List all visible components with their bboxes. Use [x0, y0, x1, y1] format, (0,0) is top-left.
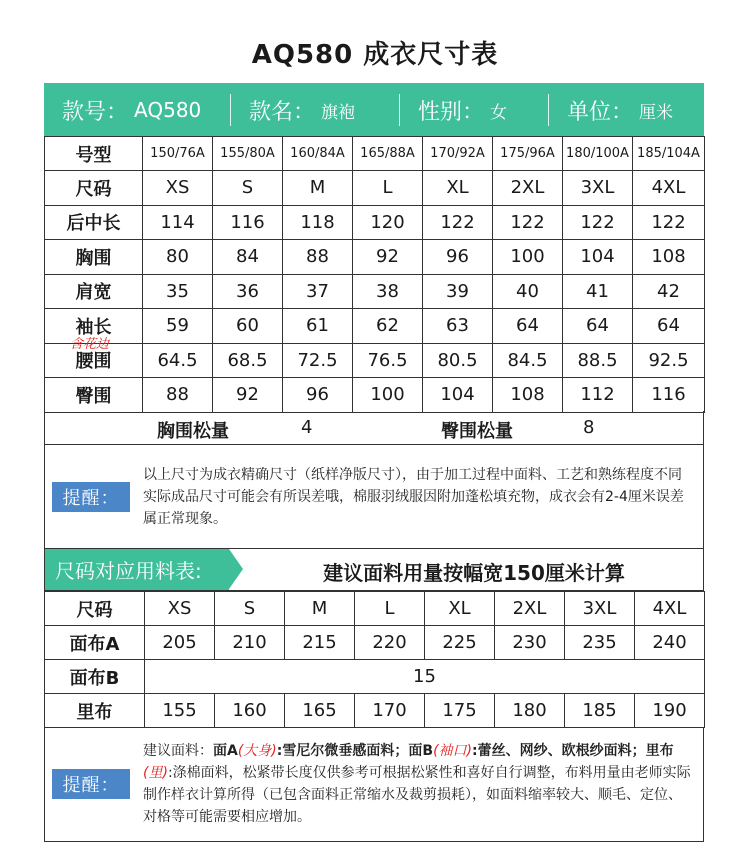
spec-cell: 60 [213, 309, 283, 344]
spec-cell: 112 [563, 378, 633, 413]
fabric-width-note: 建议面料用量按幅宽150厘米计算 [323, 561, 625, 585]
fabric-row-label: 面布A [45, 626, 145, 660]
spec-cell: 64.5 [143, 343, 213, 378]
reminder-tag: 提醒： [52, 482, 130, 512]
spec-cell: 170/92A [423, 137, 493, 171]
spec-cell: 185/104A [633, 137, 705, 171]
spec-cell: 104 [563, 240, 633, 275]
spec-row-label: 尺码 [45, 171, 143, 206]
fabric-row-label: 里布 [45, 694, 145, 728]
spec-cell: 122 [493, 205, 563, 240]
spec-cell: 122 [563, 205, 633, 240]
spec-cell: 39 [423, 274, 493, 309]
spec-cell: 36 [213, 274, 283, 309]
lining-label: 里布 [645, 743, 674, 759]
spec-cell: 116 [633, 378, 705, 413]
ease-row [44, 411, 704, 445]
spec-cell: 2XL [493, 171, 563, 206]
spec-cell: 4XL [633, 171, 705, 206]
spec-cell: 122 [423, 205, 493, 240]
spec-cell: 180/100A [563, 137, 633, 171]
spec-cell: 37 [283, 274, 353, 309]
size-spec-table [44, 136, 705, 413]
fabric-cell: 2XL [495, 592, 565, 626]
spec-cell: 80.5 [423, 343, 493, 378]
fabric-cell: XS [145, 592, 215, 626]
gender [400, 83, 548, 137]
fabric-row [45, 592, 705, 626]
fabric-b-text: :蕾丝、网纱、欧根纱面料； [472, 743, 646, 759]
spec-cell: 61 [283, 309, 353, 344]
spec-cell: 88 [283, 240, 353, 275]
fabric-cell: 215 [285, 626, 355, 660]
page-title: AQ580 成衣尺寸表 [251, 40, 499, 70]
fabric-reminder-text [143, 740, 695, 828]
spec-cell: 80 [143, 240, 213, 275]
style-number-key: 款号： [62, 99, 129, 125]
fabric-a-text: :雪尼尔微垂感面料； [276, 743, 409, 759]
fabric-reminder-tag: 提醒： [52, 769, 130, 799]
unit [549, 83, 699, 137]
spec-cell: 100 [493, 240, 563, 275]
gender-value: 女 [490, 102, 508, 123]
spec-cell: 120 [353, 205, 423, 240]
spec-cell: 122 [633, 205, 705, 240]
fabric-cell: 220 [355, 626, 425, 660]
spec-row-label: 号型 [45, 137, 143, 171]
spec-row [45, 205, 705, 240]
spec-cell: 92 [353, 240, 423, 275]
spec-cell: 35 [143, 274, 213, 309]
spec-row-label: 臀围 [45, 378, 143, 413]
fabric-cell: 180 [495, 694, 565, 728]
spec-cell: 96 [283, 378, 353, 413]
spec-cell: 108 [633, 240, 705, 275]
style-name [231, 83, 399, 137]
style-name-value: 旗袍 [321, 102, 356, 123]
spec-cell: 64 [493, 309, 563, 344]
band-divider [399, 94, 400, 126]
spec-row-label: 腰围 [45, 343, 143, 378]
spec-cell: 165/88A [353, 137, 423, 171]
reminder-box [44, 445, 704, 549]
fabric-usage-header [44, 549, 704, 591]
spec-row [45, 171, 705, 206]
spec-cell: 160/84A [283, 137, 353, 171]
spec-row [45, 137, 705, 171]
fabric-cell: L [355, 592, 425, 626]
spec-cell: XS [143, 171, 213, 206]
spec-cell: XL [423, 171, 493, 206]
unit-value: 厘米 [639, 102, 674, 123]
spec-cell: 114 [143, 205, 213, 240]
spec-cell: 116 [213, 205, 283, 240]
spec-cell: 155/80A [213, 137, 283, 171]
fabric-row [45, 694, 705, 728]
gender-key: 性别： [418, 99, 485, 125]
chest-ease-value: 4 [301, 417, 313, 438]
spec-cell: 104 [423, 378, 493, 413]
fabric-a-label: 面A [213, 743, 238, 759]
spec-row-label: 后中长 [45, 205, 143, 240]
spec-row-label: 胸围 [45, 240, 143, 275]
fabric-cell: 155 [145, 694, 215, 728]
spec-cell: 88 [143, 378, 213, 413]
style-name-key: 款名： [249, 99, 316, 125]
fabric-cell: 170 [355, 694, 425, 728]
spec-cell: 175/96A [493, 137, 563, 171]
spec-cell: 42 [633, 274, 705, 309]
spec-cell: 84 [213, 240, 283, 275]
spec-cell: S [213, 171, 283, 206]
spec-cell: 40 [493, 274, 563, 309]
fabric-b-label: 面B [408, 743, 434, 759]
spec-cell: 150/76A [143, 137, 213, 171]
spec-cell: 64 [563, 309, 633, 344]
lining-text: :涤棉面料，松紧带长度仅供参考可根据松紧性和喜好自行调整，布料用量由老师实际制作样衣计算所得（已包含面料正常缩水及裁剪损耗），如面料缩率较大、顺毛、定位、对格等可能需要相应增加。 [143, 765, 691, 825]
fabric-cell: 15 [145, 660, 705, 694]
fabric-cell: 205 [145, 626, 215, 660]
fabric-cell: 185 [565, 694, 635, 728]
fabric-cell: 4XL [635, 592, 705, 626]
hip-ease-value: 8 [583, 417, 595, 438]
fabric-usage-table [44, 591, 705, 728]
spec-cell: L [353, 171, 423, 206]
reminder-text: 以上尺寸为成衣精确尺寸（纸样净版尺寸），由于加工过程中面料、工艺和熟练程度不同实际成品尺寸可能会有所误差哦，棉服羽绒服因附加蓬松填充物，成衣会有2-4厘米误差属正常现象。 [143, 467, 684, 527]
spec-cell: 59 [143, 309, 213, 344]
fabric-cell: S [215, 592, 285, 626]
fabric-cell: 175 [425, 694, 495, 728]
spec-cell: 96 [423, 240, 493, 275]
spec-cell: 92 [213, 378, 283, 413]
spec-row [45, 343, 705, 378]
fabric-a-note: (大身) [237, 743, 277, 759]
spec-cell: 38 [353, 274, 423, 309]
spec-cell: 118 [283, 205, 353, 240]
lining-note: (里) [143, 765, 168, 781]
spec-cell: 3XL [563, 171, 633, 206]
spec-cell: 63 [423, 309, 493, 344]
spec-cell: 92.5 [633, 343, 705, 378]
fabric-cell: M [285, 592, 355, 626]
chest-ease-label: 胸围松量 [157, 421, 229, 442]
fabric-row-label: 面布B [45, 660, 145, 694]
fabric-cell: 3XL [565, 592, 635, 626]
fabric-usage-label: 尺码对应用料表: [45, 549, 229, 590]
spec-row [45, 240, 705, 275]
spec-row [45, 274, 705, 309]
fabric-cell: XL [425, 592, 495, 626]
spec-row-label: 肩宽 [45, 274, 143, 309]
fabric-advice-prefix: 建议面料： [143, 743, 213, 759]
fabric-cell: 190 [635, 694, 705, 728]
sleeve-lace-note: 含花边 [70, 337, 110, 352]
fabric-cell: 240 [635, 626, 705, 660]
band-divider [230, 94, 231, 126]
fabric-row [45, 626, 705, 660]
spec-cell: 100 [353, 378, 423, 413]
spec-row-label: 袖长 [45, 309, 143, 344]
spec-cell: 64 [633, 309, 705, 344]
hip-ease-label: 臀围松量 [441, 421, 513, 442]
spec-cell: 76.5 [353, 343, 423, 378]
fabric-row-label: 尺码 [45, 592, 145, 626]
spec-row [45, 378, 705, 413]
fabric-cell: 210 [215, 626, 285, 660]
fabric-cell: 160 [215, 694, 285, 728]
fabric-cell: 225 [425, 626, 495, 660]
unit-key: 单位： [567, 99, 634, 125]
style-number [44, 83, 230, 137]
spec-cell: 88.5 [563, 343, 633, 378]
fabric-row [45, 660, 705, 694]
band-divider [548, 94, 549, 126]
spec-cell: M [283, 171, 353, 206]
spec-cell: 108 [493, 378, 563, 413]
spec-header-band [44, 83, 704, 137]
spec-cell: 72.5 [283, 343, 353, 378]
fabric-cell: 235 [565, 626, 635, 660]
fabric-cell: 230 [495, 626, 565, 660]
spec-cell: 41 [563, 274, 633, 309]
fabric-cell: 165 [285, 694, 355, 728]
spec-cell: 62 [353, 309, 423, 344]
fabric-reminder-box [44, 727, 704, 842]
spec-cell: 68.5 [213, 343, 283, 378]
spec-row [45, 309, 705, 344]
style-number-value: AQ580 [134, 98, 202, 122]
fabric-b-note: (袖口) [433, 743, 472, 759]
spec-cell: 84.5 [493, 343, 563, 378]
